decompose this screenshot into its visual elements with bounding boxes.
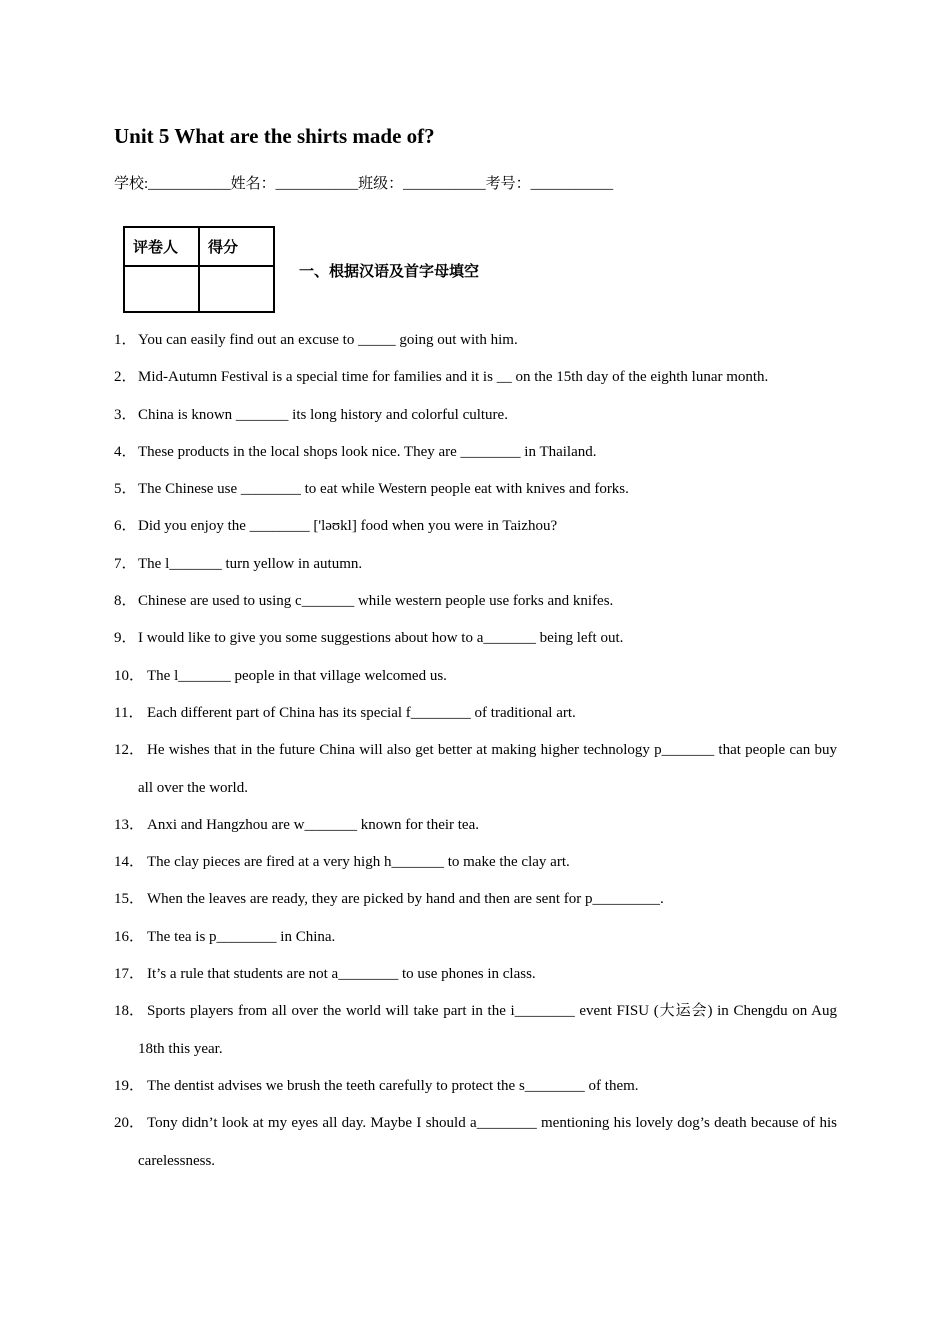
question-item <box>114 956 837 993</box>
question-item <box>114 620 837 657</box>
question-text: You can easily find out an excuse to _____ going out with him. <box>138 332 518 348</box>
question-number: 13． <box>114 816 145 833</box>
question-number: 5． <box>114 481 137 498</box>
question-number: 12． <box>114 742 145 759</box>
question-item <box>114 993 837 1068</box>
question-item <box>114 1068 837 1105</box>
question-number: 9． <box>114 630 137 647</box>
question-text: Anxi and Hangzhou are w_______ known for their tea. <box>147 816 479 833</box>
student-info-line: 学校:___________姓名：___________班级：___________考号：___________ <box>114 176 614 192</box>
question-item <box>114 919 837 956</box>
question-item <box>114 695 837 732</box>
question-text: Chinese are used to using c_______ while western people use forks and knifes. <box>138 593 614 610</box>
question-text: He wishes that in the future China will also get better at making higher technology p_______ that people can buy all over the world. <box>138 742 837 796</box>
question-item <box>114 397 837 434</box>
question-text: Did you enjoy the ________ ['ləʊkl] food when you were in Taizhou? <box>138 518 558 535</box>
question-number: 8． <box>114 593 137 610</box>
question-text: Mid-Autumn Festival is a special time for families and it is __ on the 15th day of the eighth lunar month. <box>138 369 769 386</box>
question-item <box>114 881 837 918</box>
page-title: Unit 5 What are the shirts made of? <box>114 124 435 148</box>
question-text: The dentist advises we brush the teeth carefully to protect the s________ of them. <box>147 1077 639 1094</box>
question-item <box>114 508 837 545</box>
question-text: The l_______ turn yellow in autumn. <box>138 555 363 572</box>
grader-header: 评卷人 <box>124 227 199 266</box>
question-text: When the leaves are ready, they are picked by hand and then are sent for p_________. <box>147 891 664 908</box>
score-table <box>123 226 275 313</box>
question-item <box>114 322 837 359</box>
question-number: 4． <box>114 443 137 460</box>
question-text: The Chinese use ________ to eat while Western people eat with knives and forks. <box>138 481 629 498</box>
grader-cell <box>124 266 199 312</box>
question-number: 14． <box>114 854 145 871</box>
question-item <box>114 471 837 508</box>
question-text: The tea is p________ in China. <box>147 928 336 945</box>
question-number: 3． <box>114 406 137 423</box>
question-item <box>114 546 837 583</box>
question-text: The l_______ people in that village welcomed us. <box>147 667 447 684</box>
question-number: 2． <box>114 369 137 386</box>
question-item <box>114 658 837 695</box>
question-number: 7． <box>114 555 137 572</box>
question-number: 19． <box>114 1077 145 1094</box>
question-text: I would like to give you some suggestions about how to a_______ being left out. <box>138 630 624 647</box>
question-number: 17． <box>114 966 145 983</box>
question-item <box>114 844 837 881</box>
section-title: 一、根据汉语及首字母填空 <box>299 262 480 280</box>
question-text: These products in the local shops look nice. They are ________ in Thailand. <box>138 443 597 460</box>
question-item <box>114 359 837 396</box>
score-cell <box>199 266 274 312</box>
question-number: 18． <box>114 1003 145 1020</box>
question-text: China is known _______ its long history and colorful culture. <box>138 406 508 423</box>
question-item <box>114 434 837 471</box>
question-text: Each different part of China has its special f________ of traditional art. <box>147 704 576 721</box>
question-number: 15． <box>114 891 145 908</box>
score-header: 得分 <box>199 227 274 266</box>
question-text: The clay pieces are fired at a very high h_______ to make the clay art. <box>147 854 570 871</box>
question-item <box>114 583 837 620</box>
question-item <box>114 807 837 844</box>
question-number: 1． <box>114 332 137 348</box>
question-text: Sports players from all over the world will take part in the i________ event FISU (大运会) in Chengdu on Aug 18th this year. <box>138 1003 837 1057</box>
question-number: 20． <box>114 1115 145 1132</box>
question-item <box>114 732 837 807</box>
question-text: It’s a rule that students are not a________ to use phones in class. <box>147 966 536 983</box>
question-item <box>114 1105 837 1180</box>
question-list <box>114 322 837 1180</box>
question-number: 16． <box>114 928 145 945</box>
question-number: 6． <box>114 518 137 535</box>
question-text: Tony didn’t look at my eyes all day. Maybe I should a________ mentioning his lovely dog’s death because of his carelessness. <box>138 1115 837 1169</box>
question-number: 10． <box>114 667 145 684</box>
question-number: 11． <box>114 704 144 721</box>
